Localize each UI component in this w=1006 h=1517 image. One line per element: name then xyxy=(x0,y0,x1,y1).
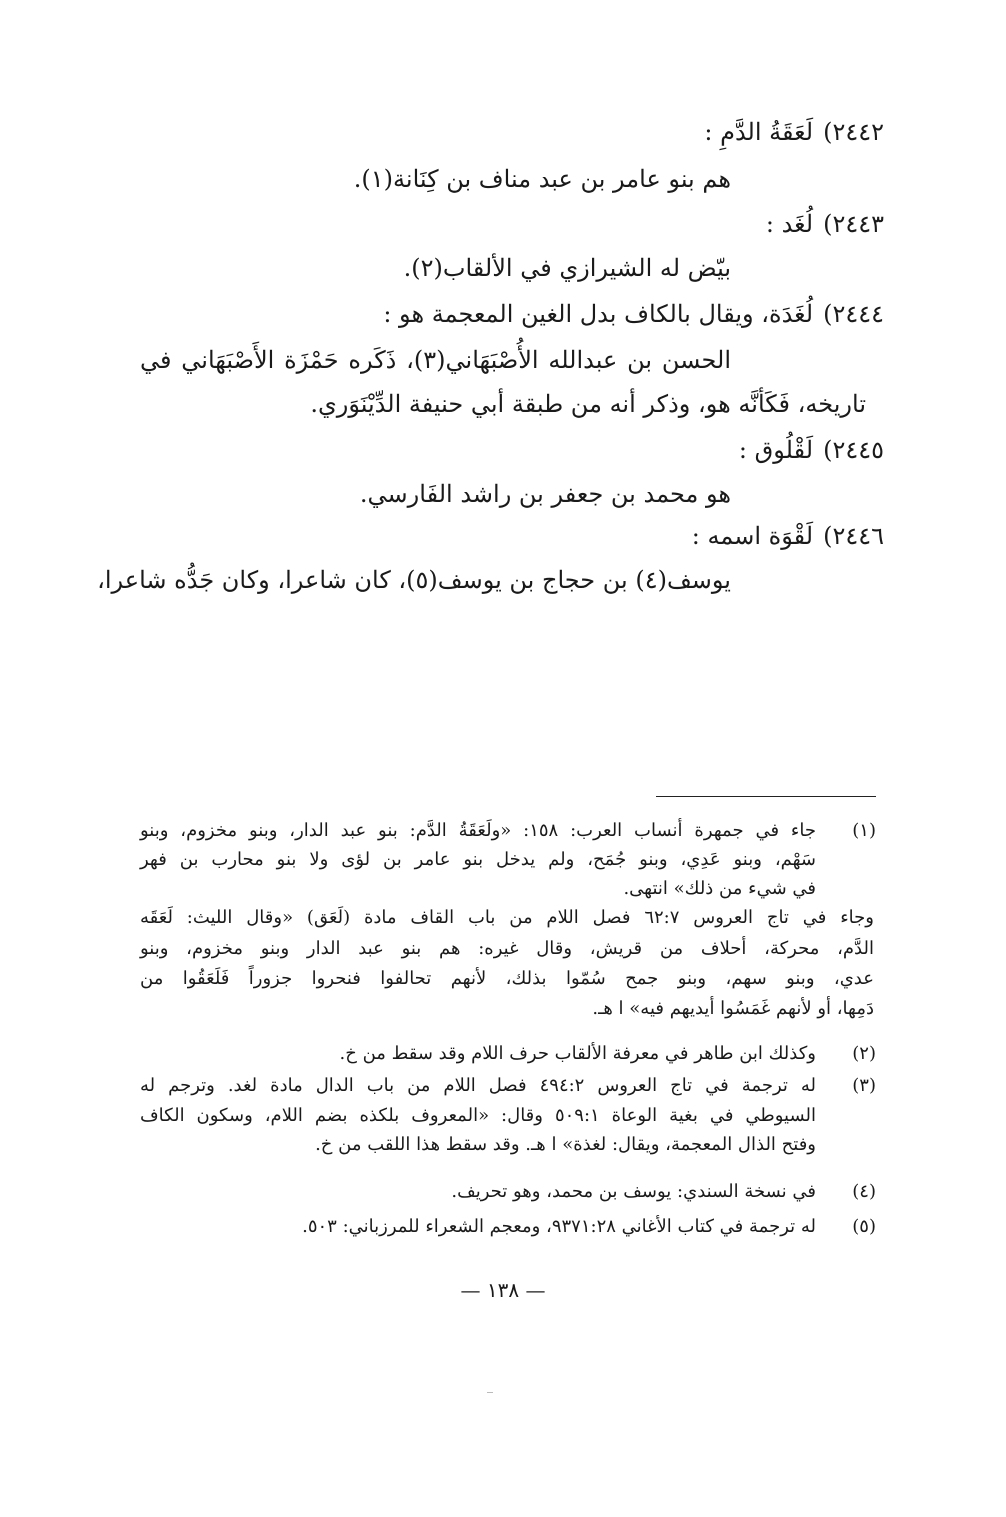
footnote-line: وفتح الذال المعجمة، ويقال: لغذة» ا هـ. وقد سقط هذا اللقب من خ. xyxy=(315,1134,816,1155)
footnote-line: وكذلك ابن طاهر في معرفة الألقاب حرف اللام وقد سقط من خ. xyxy=(339,1043,816,1064)
entry-number: ٢٤٤٣) xyxy=(823,210,884,238)
footnote-line: في نسخة السندي: يوسف بن محمد، وهو تحريف. xyxy=(451,1181,816,1202)
entry-title: لَعَقَةُ الدَّمِ : xyxy=(704,118,814,146)
footnote-marker: (١) xyxy=(852,820,876,841)
entry-body-line: هو محمد بن جعفر بن راشد الفَارسي. xyxy=(359,480,731,508)
entry-title: لُغَد : xyxy=(765,210,814,238)
footnote-marker: (٢) xyxy=(852,1043,876,1064)
entry-number: ٢٤٤٥) xyxy=(823,436,884,464)
footnote-line: سَهْم، وبنو عَدِي، وبنو جُمَح، ولم يدخل بنو عامر بن لؤى ولا بنو محارب بن فهر xyxy=(140,849,816,870)
entry-heading xyxy=(766,210,884,238)
entry-heading xyxy=(692,522,884,550)
footnote-line: له ترجمة في كتاب الأغاني ٩٣٧١:٢٨، ومعجم الشعراء للمرزباني: ٥٠٣. xyxy=(302,1216,816,1237)
footnote-line: السيوطي في بغية الوعاة ٥٠٩:١ وقال: «المعروف بلكذه بضم اللام، وسكون الكاف xyxy=(140,1105,817,1126)
scan-speck xyxy=(487,1392,493,1393)
entry-number: ٢٤٤٢) xyxy=(823,118,884,146)
entry-number: ٢٤٤٦) xyxy=(823,522,884,550)
entry-number: ٢٤٤٤) xyxy=(823,300,884,328)
footnote-line: في شيء من ذلك» انتهى. xyxy=(623,878,816,899)
entry-body-line: الحسن بن عبدالله الأُصْبَهَاني(٣)، ذَكَره حَمْزَة الأَصْبَهَاني في xyxy=(140,346,731,374)
footnote-line: له ترجمة في تاج العروس ٤٩٤:٢ فصل اللام من باب الدال مادة لغد. وترجم له xyxy=(140,1075,816,1096)
entry-heading xyxy=(704,118,884,146)
entry-body-line: بيّض له الشيرازي في الألقاب(٢). xyxy=(403,254,731,282)
footnote-marker: (٣) xyxy=(852,1075,876,1096)
entry-title: لُغَدَة، ويقال بالكاف بدل الغين المعجمة هو : xyxy=(383,300,814,328)
footnote-line: عدي، وبنو سهم، وبنو جمح سُمّوا بذلك، لأنهم تحالفوا فنحروا جزوراً فَلَعَقُوا من xyxy=(140,968,874,989)
entry-body-line: هم بنو عامر بن عبد مناف بن كِنَانة(١). xyxy=(353,165,731,193)
entry-heading xyxy=(739,436,884,464)
page-number: — ١٣٨ — xyxy=(460,1278,546,1302)
footnote-separator xyxy=(656,796,876,797)
footnote-line: الدَّم، محركة، أحلاف من قريش، وقال غيره: هم بنو عبد الدار وبنو مخزوم، وبنو xyxy=(140,938,874,959)
footnote-line: وجاء في تاج العروس ٦٢:٧ فصل اللام من باب القاف مادة (لَعَق) «وقال الليث: لَعَقَه xyxy=(140,907,874,928)
footnote-marker: (٤) xyxy=(852,1181,876,1202)
entry-body-line: تاريخه، فَكَأنَّه هو، وذكر أنه من طبقة أبي حنيفة الدِّيْنَوَري. xyxy=(310,390,866,418)
entry-body-line: يوسف(٤) بن حجاج بن يوسف(٥)، كان شاعرا، وكان جَدُّه شاعرا، xyxy=(97,566,731,594)
footnote-line: دَمِها، أو لأنهم غَمَسُوا أيديهم فيه» ا هـ. xyxy=(592,998,874,1019)
entry-title: لَقْوَة اسمه : xyxy=(691,522,814,550)
footnote-line: جاء في جمهرة أنساب العرب: ١٥٨: «ولَعَقَةُ الدَّم: بنو عبد الدار، وبنو مخزوم، وبنو xyxy=(140,820,816,841)
entry-heading xyxy=(383,300,884,328)
footnote-marker: (٥) xyxy=(852,1216,876,1237)
entry-title: لَقْلُوق : xyxy=(738,436,814,464)
